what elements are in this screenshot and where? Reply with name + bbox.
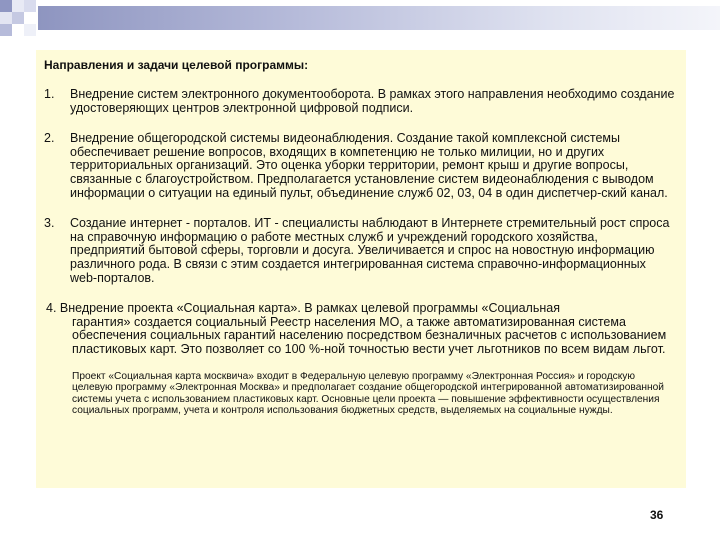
decor-square	[0, 0, 12, 12]
decor-square	[24, 24, 36, 36]
list-item	[44, 302, 676, 356]
decor-square	[12, 12, 24, 24]
list-item-number: 3.	[44, 216, 55, 231]
list-item-text: гарантия» создается социальный Реестр населения МО, а также автоматизированная система обеспечения социальных гарантий населению посредством безналичных расчетов с использованием пластиковых карт. Это позволяет со 100 %-ной точностью вести учет льготников по всем видам льгот.	[72, 314, 667, 356]
list-item-text: Внедрение систем электронного документооборота. В рамках этого направления необходимо создание удостоверяющих центров электронной цифровой подписи.	[70, 87, 675, 115]
list-item	[44, 132, 676, 200]
slide-content-box	[36, 50, 686, 488]
project-note: Проект «Социальная карта москвича» входит в Федеральную целевую программу «Электронная Россия» и городскую целевую программу «Электронная Москва» и предполагает создание общегородской интегрированной автоматизированной системы учета с использованием пластиковых карт. Основные цели проекта — повышение эффективности осуществления социальных программ, учета и контроля использования бюджетных средств, выделяемых на социальные нужды.	[72, 370, 664, 417]
list-item-text: Внедрение общегородской системы видеонаблюдения. Создание такой комплексной системы обеспечивает решение вопросов, входящих в компетенцию не только милиции, но и других территориальных организаций. Это оценка уборки территории, ремонт крыш и другие вопросы, связанные с благоустройством. Предполагается установление систем видеонаблюдения с выводом информации о ситуации на единый пульт, объединение служб 02, 03, 04 в один диспетчер-ский канал.	[70, 131, 668, 200]
decor-square	[12, 0, 24, 12]
list-item-text: Создание интернет - порталов. ИТ - специалисты наблюдают в Интернете стремительный рост спроса на справочную информацию о работе местных служб и учреждений городского хозяйства, предприятий бытовой сферы, торговли и досуга. Увеличивается и спрос на новостную информацию различного рода. В связи с этим создается интегрированная система справочно-информационных web-порталов.	[70, 216, 670, 285]
list-item	[44, 217, 676, 285]
decor-square	[24, 0, 36, 12]
decor-square	[0, 24, 12, 36]
list-item-number: 2.	[44, 131, 55, 146]
decor-square	[0, 12, 12, 24]
list-item-first-line: 4. Внедрение проекта «Социальная карта». В рамках целевой программы «Социальная	[46, 301, 560, 316]
list-item	[44, 88, 676, 115]
header-gradient-band	[38, 6, 720, 30]
slide-heading: Направления и задачи целевой программы:	[44, 58, 309, 72]
list-item-number: 1.	[44, 87, 55, 101]
page-number: 36	[650, 508, 664, 522]
